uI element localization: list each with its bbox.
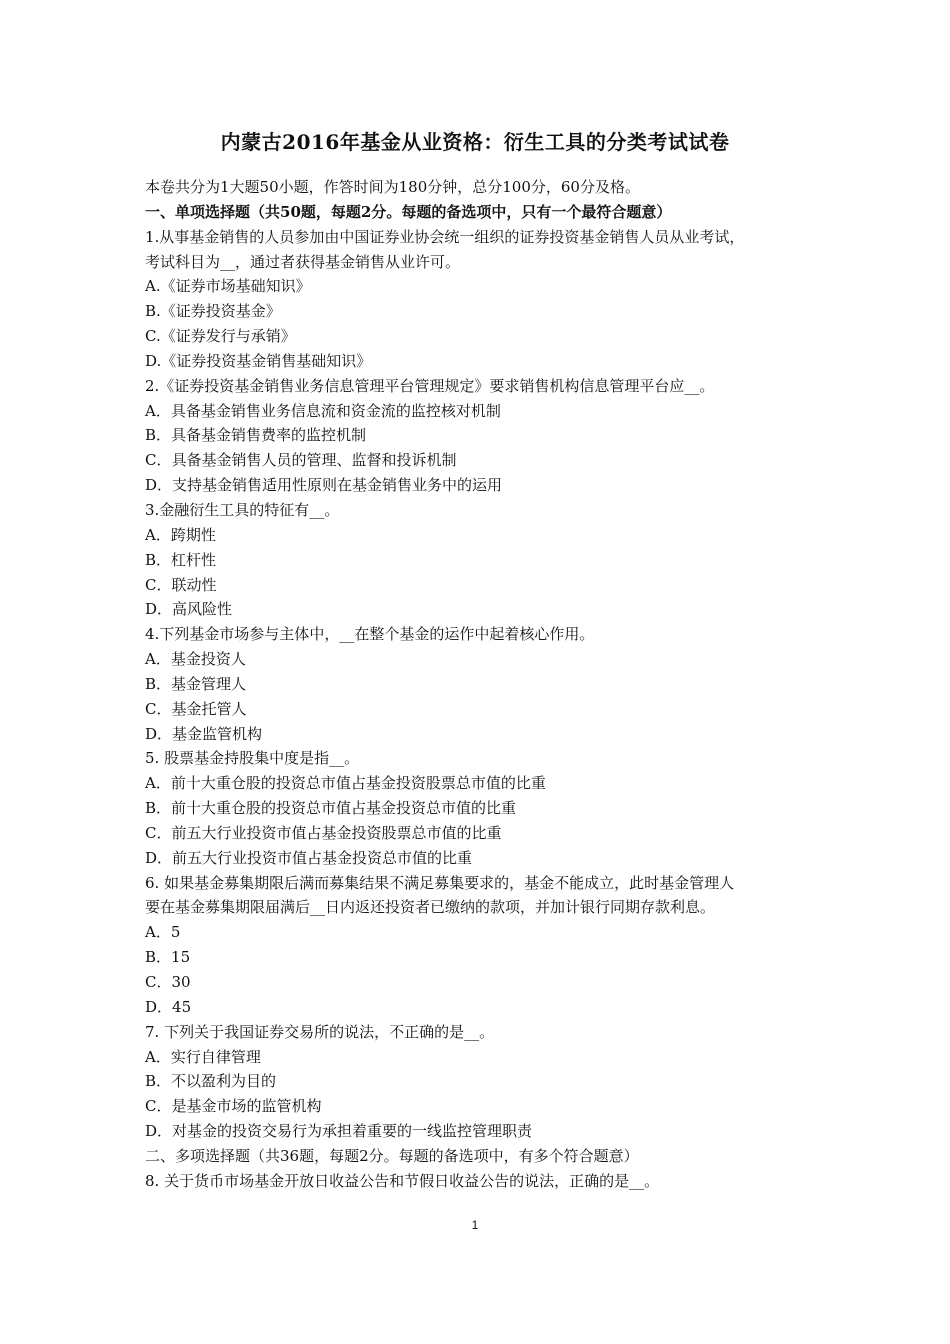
question-1-line-1: 1.从事基金销售的人员参加由中国证券业协会统一组织的证券投资基金销售人员从业考试， xyxy=(145,227,745,246)
page-number: 1 xyxy=(471,1218,479,1232)
question-4-option-a: A．基金投资人 xyxy=(145,650,246,669)
question-7-option-b: B．不以盈利为目的 xyxy=(145,1072,277,1091)
question-6-option-a: A．5 xyxy=(145,923,181,942)
question-2-option-a: A．具备基金销售业务信息流和资金流的监控核对机制 xyxy=(145,401,501,420)
question-2-option-b: B．具备基金销售费率的监控机制 xyxy=(145,426,367,445)
question-1-option-b: B.《证券投资基金》 xyxy=(145,302,281,321)
question-7-option-a: A．实行自律管理 xyxy=(145,1047,261,1066)
question-1-option-a: A.《证券市场基础知识》 xyxy=(145,277,311,296)
section-heading-multiple-choice: 二、多项选择题（共36题，每题2分。每题的备选项中，有多个符合题意） xyxy=(145,1146,639,1165)
question-3-option-b: B．杠杆性 xyxy=(145,550,217,569)
question-6-option-d: D．45 xyxy=(145,997,192,1016)
question-7-option-d: D．对基金的投资交易行为承担着重要的一线监控管理职责 xyxy=(145,1122,533,1141)
question-8: 8. 关于货币市场基金开放日收益公告和节假日收益公告的说法，正确的是__。 xyxy=(145,1171,660,1190)
question-6-line-2: 要在基金募集期限届满后__日内返还投资者已缴纳的款项，并加计银行同期存款利息。 xyxy=(145,898,716,917)
question-6-option-b: B．15 xyxy=(145,948,191,967)
question-2-option-c: C．具备基金销售人员的管理、监督和投诉机制 xyxy=(145,451,457,470)
question-1-option-d: D.《证券投资基金销售基础知识》 xyxy=(145,351,372,370)
section-heading-single-choice: 一、单项选择题（共50题，每题2分。每题的备选项中，只有一个最符合题意） xyxy=(145,202,672,221)
question-5-option-c: C．前五大行业投资市值占基金投资股票总市值的比重 xyxy=(145,823,502,842)
question-5: 5. 股票基金持股集中度是指__。 xyxy=(145,749,360,768)
question-2-option-d: D．支持基金销售适用性原则在基金销售业务中的运用 xyxy=(145,476,503,495)
question-5-option-d: D．前五大行业投资市值占基金投资总市值的比重 xyxy=(145,848,473,867)
question-3: 3.金融衍生工具的特征有__。 xyxy=(145,500,340,519)
question-3-option-c: C．联动性 xyxy=(145,575,217,594)
question-3-option-a: A．跨期性 xyxy=(145,525,216,544)
document-body xyxy=(145,175,810,1194)
question-4-option-c: C．基金托管人 xyxy=(145,699,247,718)
question-3-option-d: D．高风险性 xyxy=(145,600,233,619)
question-1-line-2: 考试科目为__，通过者获得基金销售从业许可。 xyxy=(145,252,461,271)
question-7: 7. 下列关于我国证券交易所的说法，不正确的是__。 xyxy=(145,1022,495,1041)
question-6-option-c: C．30 xyxy=(145,973,191,991)
question-5-option-a: A．前十大重仓股的投资总市值占基金投资股票总市值的比重 xyxy=(145,774,546,793)
question-2: 2.《证券投资基金销售业务信息管理平台管理规定》要求销售机构信息管理平台应__。 xyxy=(145,376,715,395)
exam-intro: 本卷共分为1大题50小题，作答时间为180分钟，总分100分，60分及格。 xyxy=(145,178,640,196)
question-5-option-b: B．前十大重仓股的投资总市值占基金投资总市值的比重 xyxy=(145,799,517,818)
document-title: 内蒙古2016年基金从业资格：衍生工具的分类考试试卷 xyxy=(220,130,730,154)
question-4-option-d: D．基金监管机构 xyxy=(145,724,263,743)
question-4: 4.下列基金市场参与主体中，__在整个基金的运作中起着核心作用。 xyxy=(145,625,595,644)
question-4-option-b: B．基金管理人 xyxy=(145,674,247,693)
question-1-option-c: C.《证券发行与承销》 xyxy=(145,327,296,346)
question-6-line-1: 6. 如果基金募集期限后满而募集结果不满足募集要求的，基金不能成立，此时基金管理人 xyxy=(145,873,735,892)
question-7-option-c: C．是基金市场的监管机构 xyxy=(145,1097,322,1116)
